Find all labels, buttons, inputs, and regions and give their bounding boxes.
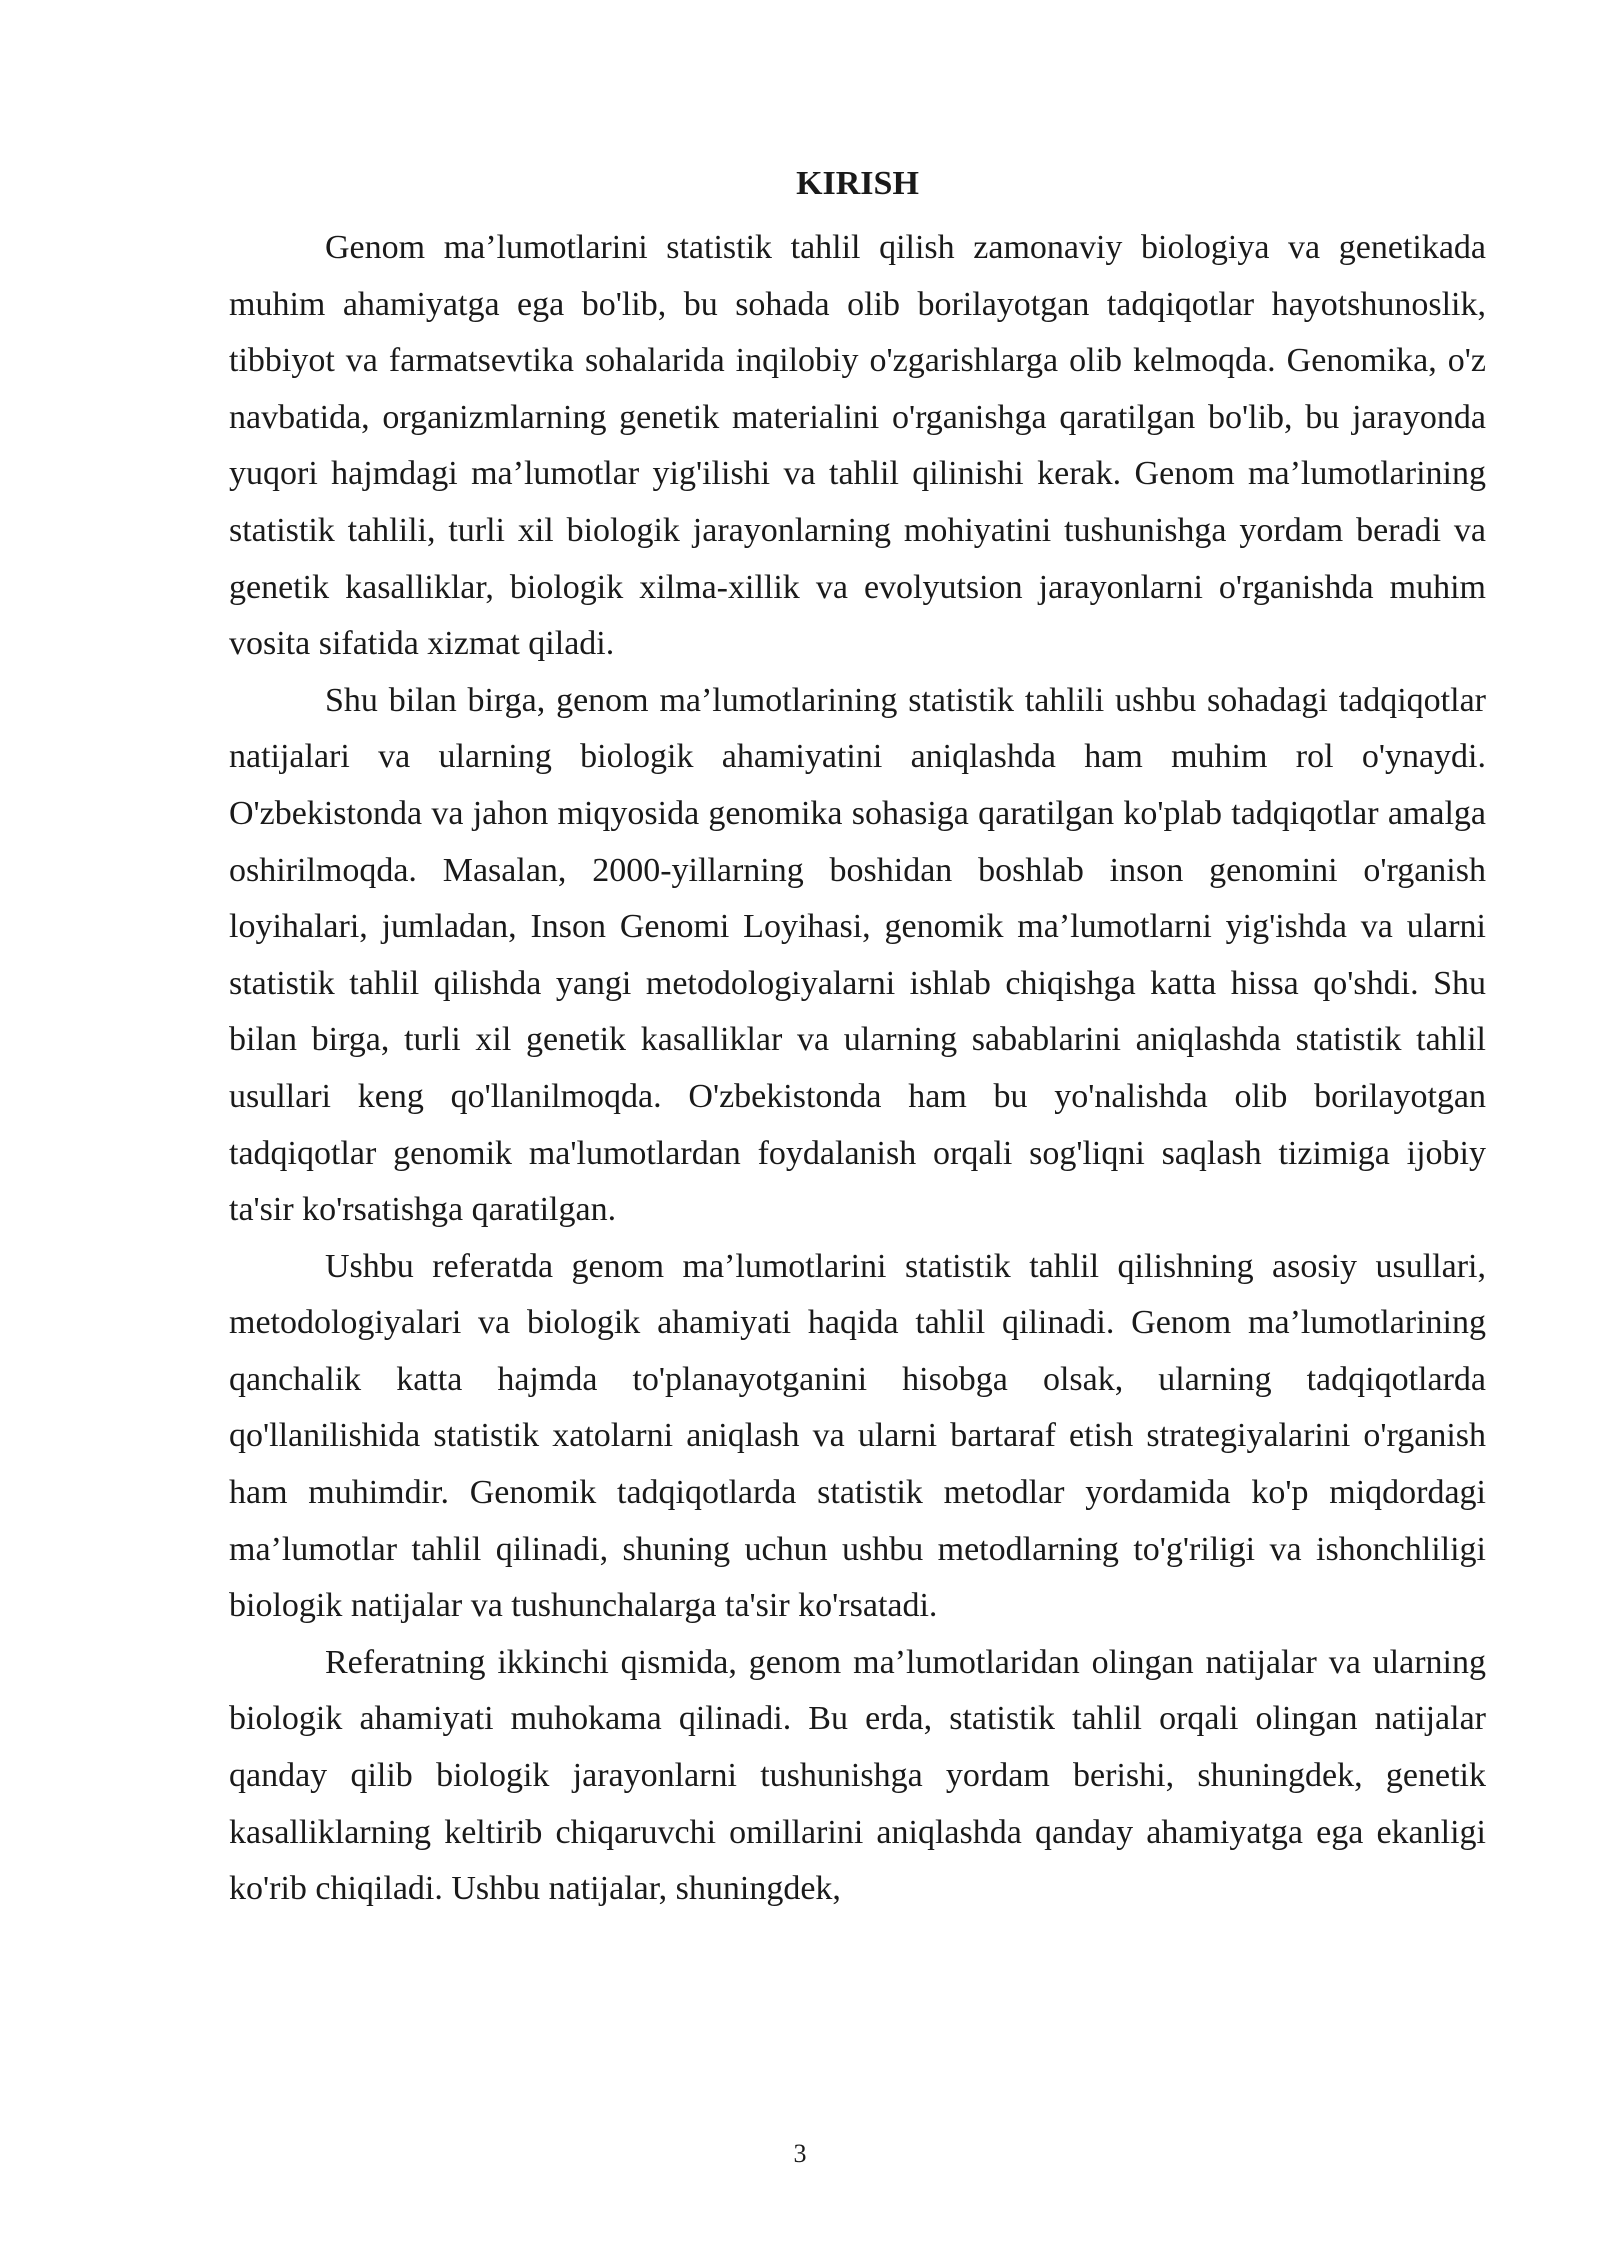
paragraph-3: Ushbu referatda genom ma’lumotlarini statistik tahlil qilishning asosiy usullari, metodologiyalari va biologik ahamiyati haqida tahlil qilinadi. Genom ma’lumotlarining qanchalik katta hajmda to'planayotganini hisobga olsak, ularning tadqiqotlarda qo'llanilishida statistik xatolarni aniqlash va ularni bartaraf etish strategiyalarini o'rganish ham muhimdir. Genomik tadqiqotlarda statistik metodlar yordamida ko'p miqdordagi ma’lumotlar tahlil qilinadi, shuning uchun ushbu metodlarning to'g'riligi va ishonchliligi biologik natijalar va tushunchalarga ta'sir ko'rsatadi. — [229, 1247, 1486, 1625]
paragraph-4: Referatning ikkinchi qismida, genom ma’lumotlaridan olingan natijalar va ularning biologik ahamiyati muhokama qilinadi. Bu erda, statistik tahlil orqali olingan natijalar qanday qilib biologik jarayonlarni tushunishga yordam berishi, shuningdek, genetik kasalliklarning keltirib chiqaruvchi omillarini aniqlashda qanday ahamiyatga ega ekanligi ko'rib chiqiladi. Ushbu natijalar, shuningdek, — [229, 1643, 1486, 1908]
paragraph-1: Genom ma’lumotlarini statistik tahlil qilish zamonaviy biologiya va genetikada muhim ahamiyatga ega bo'lib, bu sohada olib borilayotgan tadqiqotlar hayotshunoslik, tibbiyot va farmatsevtika sohalarida inqilobiy o'zgarishlarga olib kelmoqda. Genomika, o'z navbatida, organizmlarning genetik materialini o'rganishga qaratilgan bo'lib, bu jarayonda yuqori hajmdagi ma’lumotlar yig'ilishi va tahlil qilinishi kerak. Genom ma’lumotlarining statistik tahlili, turli xil biologik jarayonlarning mohiyatini tushunishga yordam beradi va genetik kasalliklar, biologik xilma-xillik va evolyutsion jarayonlarni o'rganishda muhim vosita sifatida xizmat qiladi. — [229, 229, 1486, 663]
paragraph-2: Shu bilan birga, genom ma’lumotlarining statistik tahlili ushbu sohadagi tadqiqotlar natijalari va ularning biologik ahamiyatini aniqlashda ham muhim rol o'ynaydi. O'zbekistonda va jahon miqyosida genomika sohasiga qaratilgan ko'plab tadqiqotlar amalga oshirilmoqda. Masalan, 2000-yillarning boshidan boshlab inson genomini o'rganish loyihalari, jumladan, Inson Genomi Loyihasi, genomik ma’lumotlarni yig'ishda va ularni statistik tahlil qilishda yangi metodologiyalarni ishlab chiqishga katta hissa qo'shdi. Shu bilan birga, turli xil genetik kasalliklar va ularning sabablarini aniqlashda statistik tahlil usullari keng qo'llanilmoqda. O'zbekistonda ham bu yo'nalishda olib borilayotgan tadqiqotlar genomik ma'lumotlardan foydalanish orqali sog'liqni saqlash tizimiga ijobiy ta'sir ko'rsatishga qaratilgan. — [229, 681, 1486, 1229]
page-number: 3 — [793, 2139, 807, 2168]
document-page — [229, 160, 1486, 1918]
section-title: KIRISH — [796, 165, 919, 202]
